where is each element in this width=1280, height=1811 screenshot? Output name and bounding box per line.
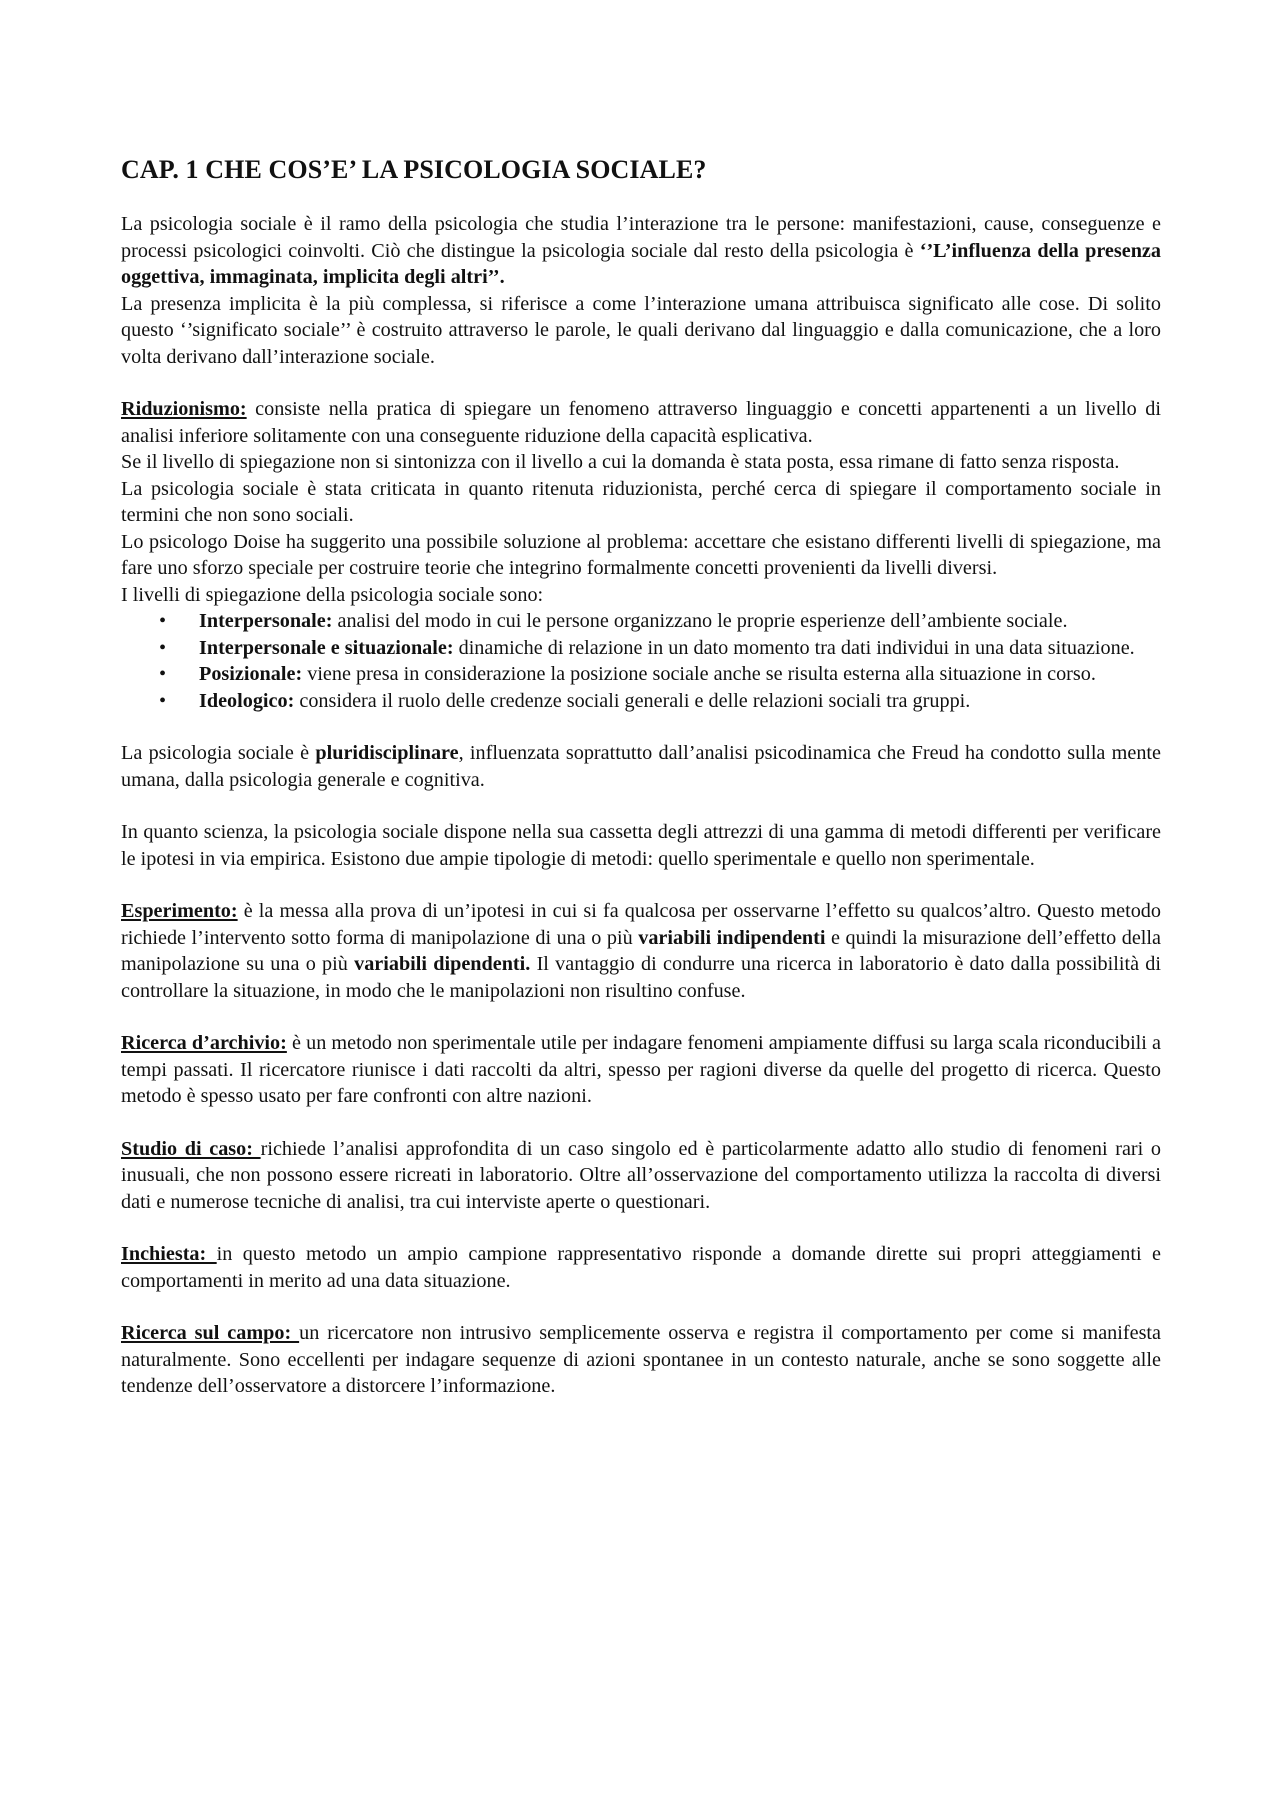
pluridisciplinary-paragraph — [121, 740, 1161, 793]
caso-term: Studio di caso: — [121, 1137, 261, 1160]
caso-text: richiede l’analisi approfondita di un caso singolo ed è particolarmente adatto allo studio di fenomeni rari o inusuali, che non possono essere ricreati in laboratorio. Oltre all’osservazione del comportamento utilizza la raccolta di diversi dati e numerose tecniche di analisi, tra cui interviste aperte o questionari. — [121, 1137, 1161, 1213]
spacer — [121, 872, 1161, 898]
intro-paragraph — [121, 211, 1161, 291]
level-text: dinamiche di relazione in un dato momento tra dati individui in una data situazione. — [453, 636, 1135, 659]
inchiesta-text: in questo metodo un ampio campione rappresentativo risponde a domande dirette sui propri atteggiamenti e comportamenti in merito ad una data situazione. — [121, 1243, 1161, 1292]
spacer — [121, 714, 1161, 740]
level-term: Posizionale: — [199, 663, 303, 685]
campo-text: un ricercatore non intrusivo semplicemente osserva e registra il comportamento per come si manifesta naturalmente. Sono eccellenti per indagare sequenze di azioni spontanee in un contesto naturale, anche se sono soggette alle tendenze dell’osservatore a distorcere l’informazione. — [121, 1322, 1161, 1397]
spacer — [121, 1110, 1161, 1136]
level-term: Interpersonale: — [199, 610, 333, 632]
bullet-icon: • — [159, 610, 167, 632]
campo-term: Ricerca sul campo: — [121, 1322, 300, 1344]
chapter-title: CAP. 1 CHE COS’E’ LA PSICOLOGIA SOCIALE? — [121, 155, 707, 184]
inchiesta-paragraph — [121, 1241, 1161, 1294]
pluri-text-before: La psicologia sociale è — [121, 742, 316, 764]
riduzionismo-paragraph — [121, 396, 1161, 449]
implicit-presence-paragraph: La presenza implicita è la più complessa, si riferisce a come l’interazione umana attribuisca significato alle cose. Di solito questo ‘’significato sociale’’ è costruito attraverso le parole, le quali derivano dal linguaggio e dalla comunicazione, che a loro volta derivano dall’interazione sociale. — [121, 292, 1161, 368]
list-item — [121, 661, 1161, 688]
criticism-paragraph: La psicologia sociale è stata criticata in quanto ritenuta riduzionista, perché cerca di spiegare il comportamento sociale in termini che non sono sociali. — [121, 477, 1161, 526]
spacer — [121, 1215, 1161, 1241]
spacer — [121, 370, 1161, 396]
doise-paragraph: Lo psicologo Doise ha suggerito una possibile soluzione al problema: accettare che esistano differenti livelli di spiegazione, ma fare uno sforzo speciale per costruire teorie che integrino formalmente concetti provenienti da livelli diversi. — [121, 530, 1161, 579]
list-item — [121, 635, 1161, 662]
list-item — [121, 608, 1161, 635]
intro-text: La psicologia sociale è il ramo della psicologia che studia l’interazione tra le persone: manifestazioni, cause, conseguenze e processi psicologici coinvolti. Ciò che distingue la psicologia sociale dal resto della psicologia è — [121, 213, 1161, 262]
level-text: considera il ruolo delle credenze sociali generali e delle relazioni sociali tra gruppi. — [294, 689, 971, 712]
spacer — [121, 1004, 1161, 1030]
spacer — [121, 1294, 1161, 1320]
archivio-text: è un metodo non sperimentale utile per indagare fenomeni ampiamente diffusi su larga scala riconducibili a tempi passati. Il ricercatore riunisce i dati raccolti da altri, spesso per ragioni diverse da quelle del progetto di ricerca. Questo metodo è spesso usato per fare confronti con altre nazioni. — [121, 1032, 1161, 1107]
campo-paragraph — [121, 1320, 1161, 1400]
level-term: Ideologico: — [199, 689, 295, 712]
explanation-level-paragraph: Se il livello di spiegazione non si sintonizza con il livello a cui la domanda è stata posta, essa rimane di fatto senza risposta. — [121, 451, 1120, 473]
esperimento-text-3: Il vantaggio di condurre una ricerca in laboratorio è dato dalla possibilità di controllare la situazione, in modo che le manipolazioni non risultino confuse. — [121, 953, 1162, 1002]
list-item — [121, 688, 1161, 715]
pluri-text-after: , influenzata soprattutto dall’analisi psicodinamica che Freud ha condotto sulla mente umana, dalla psicologia generale e cognitiva. — [121, 742, 1161, 791]
bullet-icon: • — [159, 636, 167, 659]
intro-definition: ‘’L’influenza della presenza oggettiva, immaginata, implicita degli altri’’. — [121, 239, 1161, 288]
bullet-icon: • — [159, 663, 167, 685]
levels-list — [121, 608, 1161, 714]
levels-intro: I livelli di spiegazione della psicologia sociale sono: — [121, 583, 544, 606]
pluri-term: pluridisciplinare — [315, 742, 459, 764]
spacer — [121, 793, 1161, 819]
archivio-paragraph — [121, 1030, 1161, 1110]
esperimento-text-1: è la messa alla prova di un’ipotesi in cui si fa qualcosa per osservarne l’effetto su qualcos’altro. Questo metodo richiede l’intervento sotto forma di manipolazione di una o più — [121, 900, 1161, 949]
esperimento-paragraph — [121, 898, 1161, 1004]
dependent-variables: variabili dipendenti. — [354, 953, 531, 975]
esperimento-term: Esperimento: — [121, 900, 238, 922]
riduzionismo-term: Riduzionismo: — [121, 398, 247, 420]
archivio-term: Ricerca d’archivio: — [121, 1032, 287, 1054]
science-paragraph: In quanto scienza, la psicologia sociale dispone nella sua cassetta degli attrezzi di una gamma di metodi differenti per verificare le ipotesi in via empirica. Esistono due ampie tipologie di metodi: quello sperimentale e quello non sperimentale. — [121, 821, 1161, 870]
inchiesta-term: Inchiesta: — [121, 1243, 217, 1265]
caso-paragraph — [121, 1136, 1161, 1216]
document-page — [121, 153, 1161, 1400]
bullet-icon: • — [159, 689, 167, 712]
level-text: analisi del modo in cui le persone organizzano le proprie esperienze dell’ambiente sociale. — [332, 610, 1068, 632]
esperimento-text-2: e quindi la misurazione dell’effetto della manipolazione su una o più — [121, 926, 1161, 975]
independent-variables: variabili indipendenti — [638, 926, 826, 949]
riduzionismo-text: consiste nella pratica di spiegare un fenomeno attraverso linguaggio e concetti appartenenti a un livello di analisi inferiore solitamente con una conseguente riduzione della capacità esplicativa. — [121, 398, 1161, 447]
level-text: viene presa in considerazione la posizione sociale anche se risulta esterna alla situazione in corso. — [302, 663, 1096, 685]
level-term: Interpersonale e situazionale: — [199, 636, 454, 659]
